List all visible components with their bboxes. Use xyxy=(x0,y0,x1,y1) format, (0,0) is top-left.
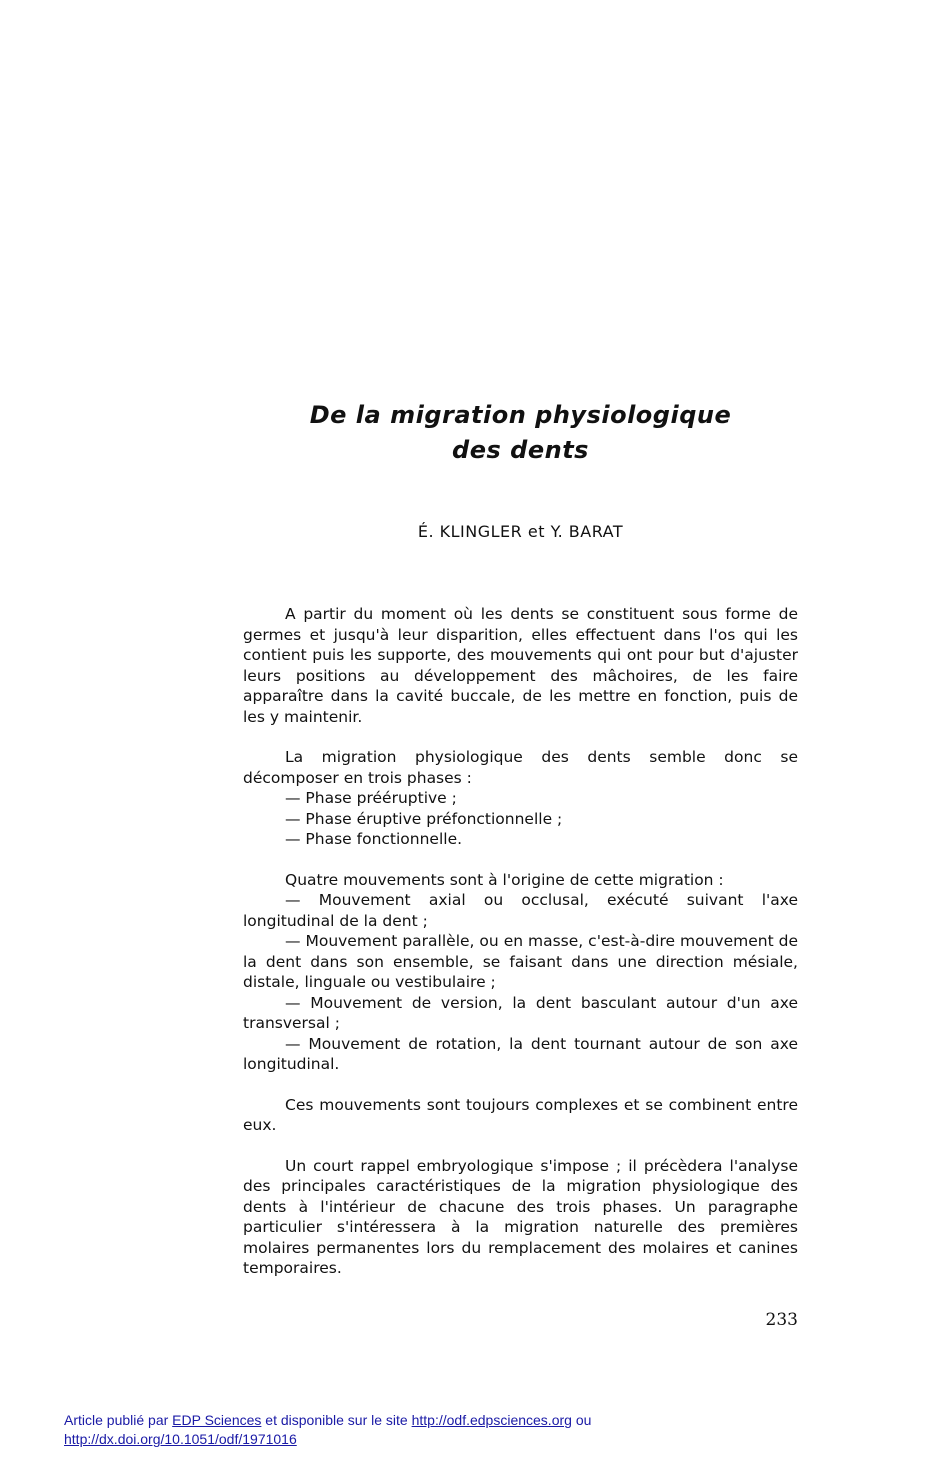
footer-suffix: ou xyxy=(575,1412,592,1428)
page-number: 233 xyxy=(765,1310,798,1330)
article-title-line-1: De la migration physiologique xyxy=(309,401,732,429)
article-authors: É. KLINGLER et Y. BARAT xyxy=(417,522,624,541)
edp-sciences-link[interactable]: EDP Sciences xyxy=(172,1412,262,1428)
article-title xyxy=(243,398,798,468)
paragraph-phases-intro: La migration physiologique des dents semble donc se décomposer en trois phases : xyxy=(243,748,798,787)
article-body xyxy=(243,604,798,1299)
footer-middle: et disponible sur le site xyxy=(265,1412,408,1428)
paragraph-complex: Ces mouvements sont toujours complexes et se combinent entre eux. xyxy=(243,1095,798,1134)
paragraph-outline: Un court rappel embryologique s'impose ; il précèdera l'analyse des principales caractéristiques de la migration physiologique des dents à l'intérieur de chacune des trois phases. Un paragraphe particulier s'intéressera à la migration naturelle des premières molaires permanentes lors du remplacement des molaires et canines temporaires. xyxy=(243,1156,798,1277)
list-item: — Phase prééruptive ; xyxy=(285,789,457,807)
movement-item: — Mouvement de version, la dent basculant autour d'un axe transversal ; xyxy=(243,993,798,1032)
publication-footer xyxy=(64,1411,884,1449)
movement-item: — Mouvement de rotation, la dent tournant autour de son axe longitudinal. xyxy=(243,1034,798,1073)
paragraph-movements-intro: Quatre mouvements sont à l'origine de cette migration : xyxy=(285,870,724,889)
footer-prefix: Article publié par xyxy=(64,1412,169,1428)
article-title-line-2: des dents xyxy=(452,436,589,464)
list-item: — Phase éruptive préfonctionnelle ; xyxy=(285,809,563,828)
site-link[interactable]: http://odf.edpsciences.org xyxy=(411,1412,572,1428)
doi-link[interactable]: http://dx.doi.org/10.1051/odf/1971016 xyxy=(64,1431,297,1447)
movement-item: — Mouvement parallèle, ou en masse, c'est-à-dire mouvement de la dent dans son ensemble, se faisant dans une direction mésiale, distale, linguale ou vestibulaire ; xyxy=(243,932,798,991)
phases-list xyxy=(243,788,798,850)
movement-item: — Mouvement axial ou occlusal, exécuté suivant l'axe longitudinal de la dent ; xyxy=(243,891,798,930)
paragraph-intro: A partir du moment où les dents se constituent sous forme de germes et jusqu'à leur disparition, elles effectuent dans l'os qui les contient puis les supporte, des mouvements qui ont pour but d'ajuster leurs positions au développement des mâchoires, de les faire apparaître dans la cavité buccale, de les mettre en fonction, puis de les y maintenir. xyxy=(243,605,798,726)
list-item: — Phase fonctionnelle. xyxy=(285,830,463,848)
